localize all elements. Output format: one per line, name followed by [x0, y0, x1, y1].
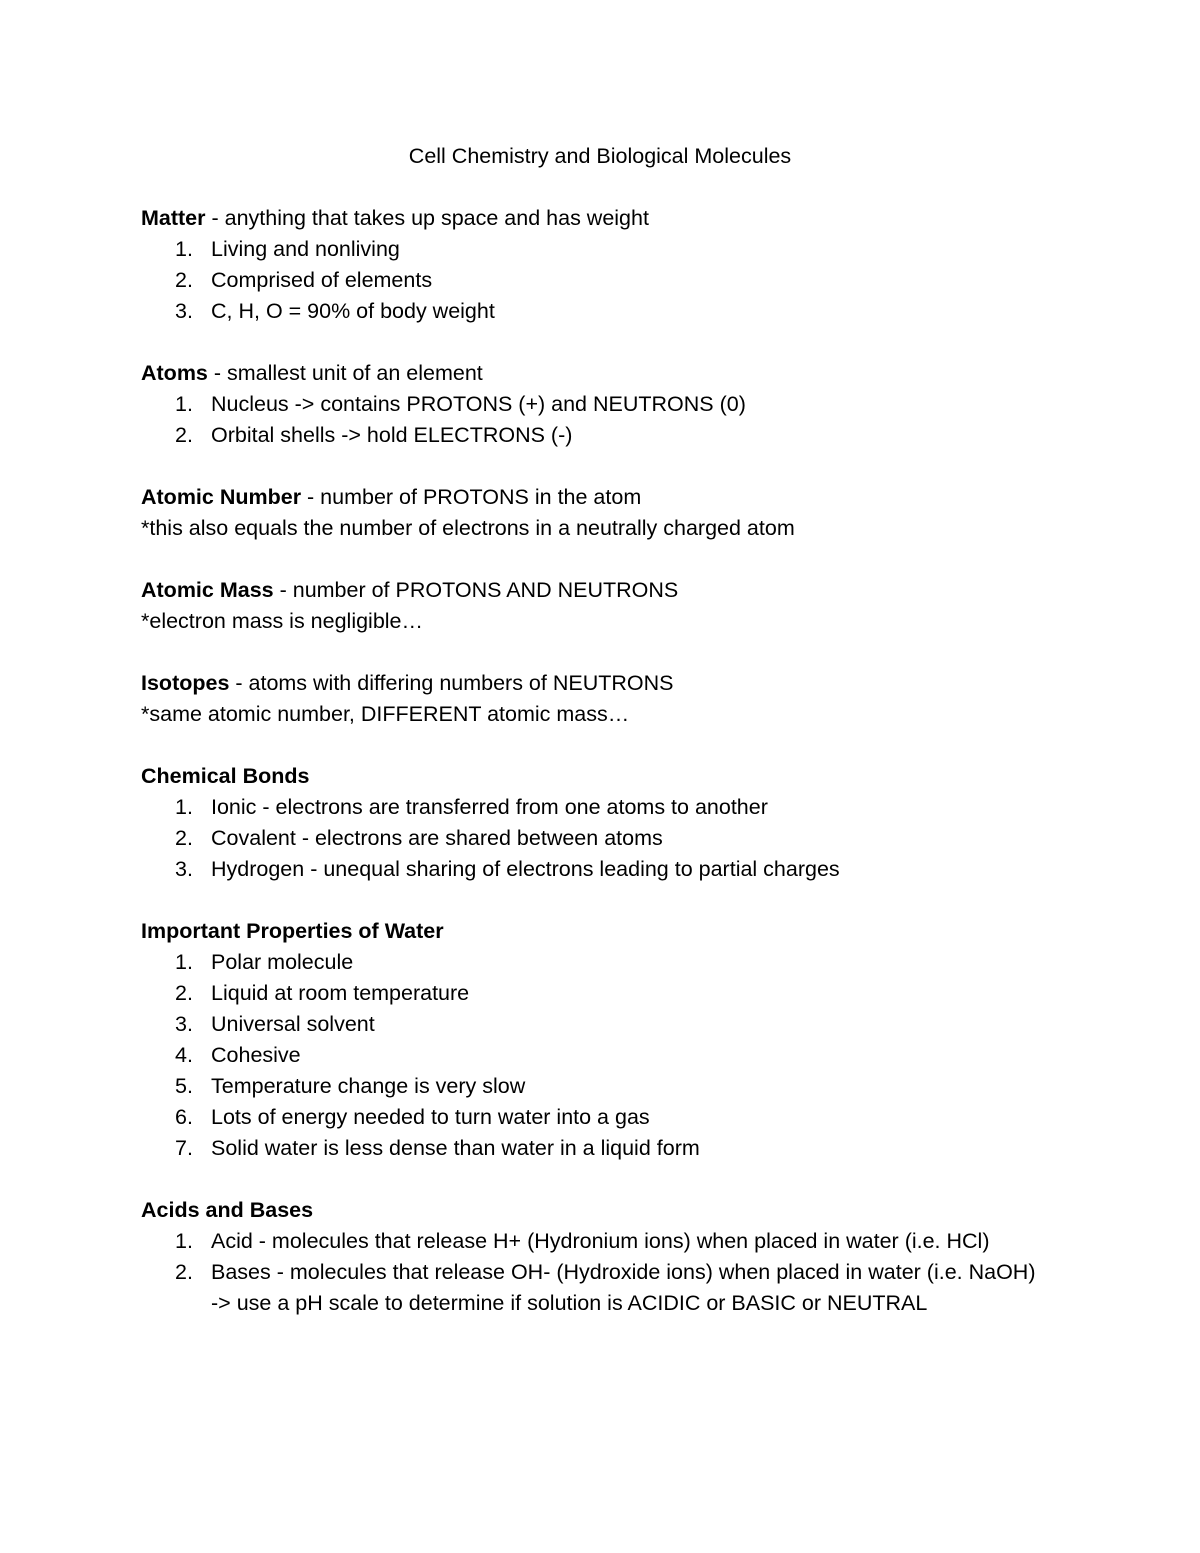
- atoms-term: Atoms: [141, 361, 208, 385]
- matter-term: Matter: [141, 206, 206, 230]
- list-text: Nucleus -> contains PROTONS (+) and NEUTRONS (0): [211, 392, 746, 416]
- list-text: Cohesive: [211, 1043, 301, 1067]
- list-item: [141, 1133, 1059, 1164]
- list-text: Solid water is less dense than water in a liquid form: [211, 1136, 700, 1160]
- list-item: [141, 1040, 1059, 1071]
- list-item: [141, 420, 1059, 451]
- list-number: 6.: [175, 1105, 193, 1129]
- page-title: Cell Chemistry and Biological Molecules: [408, 144, 792, 168]
- list-item: [141, 1257, 1059, 1319]
- list-number: 2.: [175, 1260, 193, 1284]
- atoms-heading: [141, 358, 1059, 389]
- atomic-number-term: Atomic Number: [141, 485, 302, 509]
- list-number: 5.: [175, 1074, 193, 1098]
- list-item: [141, 1009, 1059, 1040]
- section-acids-bases: [141, 1195, 1059, 1319]
- list-text: Liquid at room temperature: [211, 981, 470, 1005]
- atomic-number-heading: [141, 482, 1059, 513]
- list-text: C, H, O = 90% of body weight: [211, 299, 495, 323]
- isotopes-term: Isotopes: [141, 671, 230, 695]
- matter-heading: [141, 203, 1059, 234]
- list-number: 3.: [175, 857, 193, 881]
- atoms-definition: - smallest unit of an element: [207, 361, 483, 385]
- acids-bases-term: Acids and Bases: [141, 1198, 314, 1222]
- acids-bases-list: [141, 1226, 1059, 1319]
- list-number: 1.: [175, 1229, 193, 1253]
- list-number: 2.: [175, 268, 193, 292]
- list-text: Ionic - electrons are transferred from one atoms to another: [211, 795, 768, 819]
- list-item: [141, 1226, 1059, 1257]
- list-text: Polar molecule: [211, 950, 354, 974]
- list-item: [141, 1102, 1059, 1133]
- list-text: Bases - molecules that release OH- (Hydroxide ions) when placed in water (i.e. NaOH): [211, 1260, 1036, 1284]
- section-atomic-number: [141, 482, 1059, 544]
- isotopes-definition: - atoms with differing numbers of NEUTRONS: [229, 671, 674, 695]
- matter-definition: - anything that takes up space and has weight: [205, 206, 649, 230]
- list-item: [141, 265, 1059, 296]
- section-water-properties: [141, 916, 1059, 1164]
- chemical-bonds-list: [141, 792, 1059, 885]
- ph-scale-note: -> use a pH scale to determine if solution is ACIDIC or BASIC or NEUTRAL: [211, 1291, 928, 1315]
- list-item: [141, 792, 1059, 823]
- chemical-bonds-heading: [141, 761, 1059, 792]
- list-item: [141, 389, 1059, 420]
- list-number: 1.: [175, 237, 193, 261]
- list-number: 1.: [175, 392, 193, 416]
- chemical-bonds-term: Chemical Bonds: [141, 764, 310, 788]
- list-text: Hydrogen - unequal sharing of electrons leading to partial charges: [211, 857, 840, 881]
- list-text: Comprised of elements: [211, 268, 433, 292]
- atomic-number-definition: - number of PROTONS in the atom: [301, 485, 642, 509]
- list-number: 3.: [175, 1012, 193, 1036]
- section-atoms: [141, 358, 1059, 451]
- section-isotopes: [141, 668, 1059, 730]
- section-atomic-mass: [141, 575, 1059, 637]
- document-page: [141, 141, 1059, 1350]
- list-text: Covalent - electrons are shared between atoms: [211, 826, 663, 850]
- list-text: Universal solvent: [211, 1012, 375, 1036]
- list-number: 2.: [175, 423, 193, 447]
- atomic-mass-definition: - number of PROTONS AND NEUTRONS: [273, 578, 679, 602]
- list-number: 4.: [175, 1043, 193, 1067]
- list-number: 1.: [175, 950, 193, 974]
- isotopes-note: *same atomic number, DIFFERENT atomic mass…: [141, 702, 630, 726]
- list-number: 1.: [175, 795, 193, 819]
- list-text: Acid - molecules that release H+ (Hydronium ions) when placed in water (i.e. HCl): [211, 1229, 990, 1253]
- section-chemical-bonds: [141, 761, 1059, 885]
- acids-bases-heading: [141, 1195, 1059, 1226]
- list-item: [141, 823, 1059, 854]
- list-number: 2.: [175, 826, 193, 850]
- list-item: [141, 234, 1059, 265]
- water-term: Important Properties of Water: [141, 919, 444, 943]
- atomic-mass-note: *electron mass is negligible…: [141, 609, 424, 633]
- isotopes-heading: [141, 668, 1059, 699]
- water-heading: [141, 916, 1059, 947]
- atoms-list: [141, 389, 1059, 451]
- list-text: Orbital shells -> hold ELECTRONS (-): [211, 423, 573, 447]
- list-item: [141, 854, 1059, 885]
- list-text: Living and nonliving: [211, 237, 400, 261]
- section-matter: [141, 203, 1059, 327]
- list-number: 2.: [175, 981, 193, 1005]
- list-item: [141, 1071, 1059, 1102]
- list-number: 3.: [175, 299, 193, 323]
- atomic-mass-term: Atomic Mass: [141, 578, 274, 602]
- list-item: [141, 296, 1059, 327]
- atomic-mass-heading: [141, 575, 1059, 606]
- matter-list: [141, 234, 1059, 327]
- water-list: [141, 947, 1059, 1164]
- list-text: Lots of energy needed to turn water into a gas: [211, 1105, 650, 1129]
- list-number: 7.: [175, 1136, 193, 1160]
- atomic-number-note: *this also equals the number of electrons in a neutrally charged atom: [141, 516, 795, 540]
- list-item: [141, 947, 1059, 978]
- list-text: Temperature change is very slow: [211, 1074, 526, 1098]
- list-item: [141, 978, 1059, 1009]
